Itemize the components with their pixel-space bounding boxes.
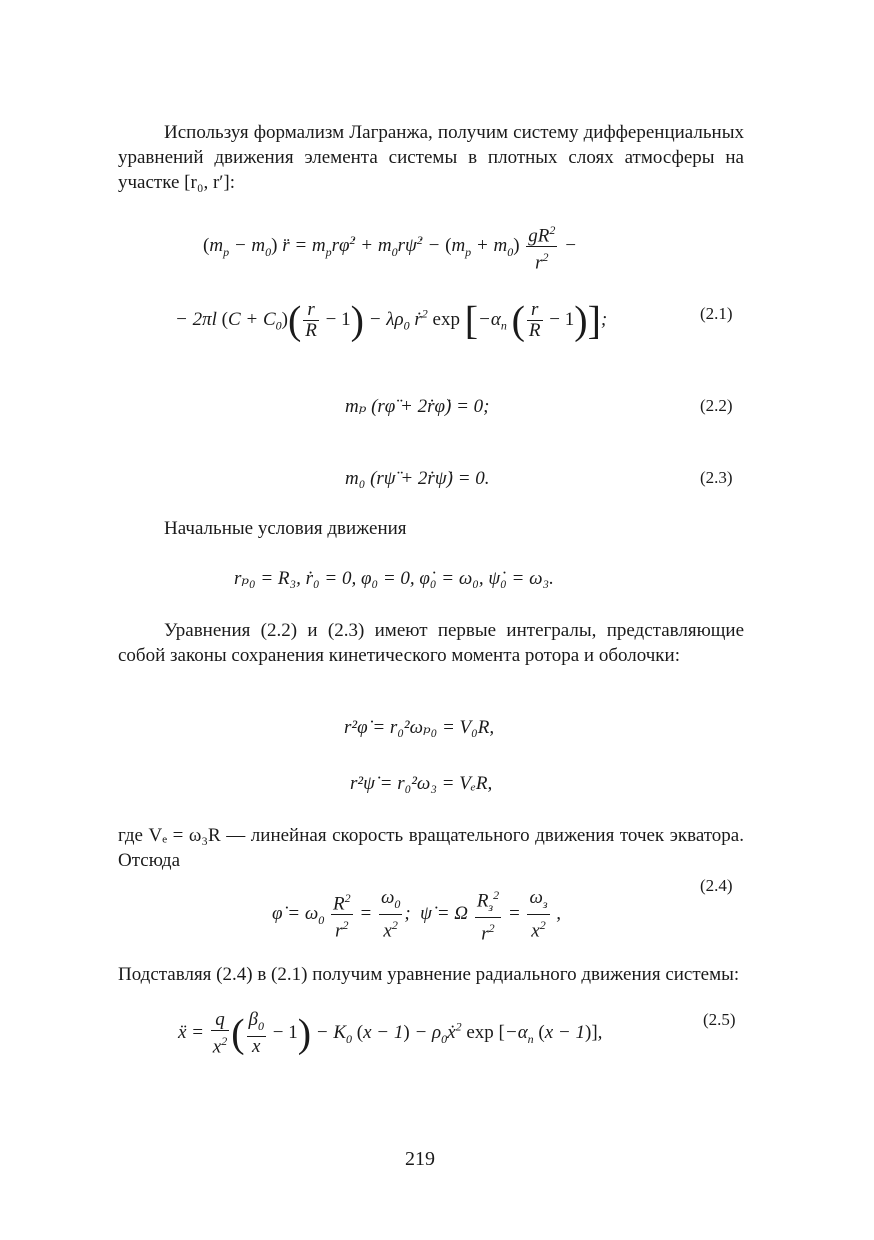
equation-number-2-4: (2.4) [700, 876, 733, 895]
paragraph-substitution: Подставляя (2.4) в (2.1) получим уравнение радиального движения системы: [118, 964, 740, 985]
equation-integral-1: r²φ̇ = r₀²ωₚ₀ = V₀R, [344, 717, 495, 738]
equation-number-2-5: (2.5) [703, 1010, 736, 1029]
equation-number-2-3: (2.3) [700, 468, 733, 487]
equation-integral-2: r²ψ̇ = r₀²ω₃ = VₑR, [350, 773, 493, 794]
equation-2-3: m₀ (rψ̈ + 2ṙψ̇) = 0. [345, 468, 490, 489]
equation-2-2: mₚ (rφ̈ + 2ṙφ̇) = 0; [345, 396, 490, 417]
paragraph-initial-conditions: Начальные условия движения [164, 518, 407, 539]
equation-2-1-line-1: $(m_p - m_0)$ r̈ = $m_pr\varphi̇^2$ + $m_0r\psi̇^2 - (m_p + m_0)$ $\frac{gR^2}{r^2}$ − [203, 220, 577, 274]
paragraph-first-integrals: Уравнения (2.2) и (2.3) имеют первые интегралы, представляющие собой законы сохранения кинетического момента ротора и оболочки: [118, 620, 744, 666]
equation-2-1-line-2: − 2πl $(C + C_0)$( $\frac{r}{R}$ − $1) - \lambda\rho_0$ ṙ$^2$ $\exp [-\alpha_n$ ( $\frac{r}{R}$ − 1)]; [175, 297, 608, 343]
equation-initial-conditions: rₚ₀ = R₃, ṙ₀ = 0, φ₀ = 0, φ̇₀ = ω₀, ψ̇₀ = ω₃. [234, 568, 554, 589]
equation-number-2-2: (2.2) [700, 396, 733, 415]
equation-2-4: φ̇ = $\omega_0$ $\frac{R^2}{r^2}$ = $\frac{\omega_0}{x^2}$ ; ψ̇ = Ω $\frac{R_з^2}{r^2}$ = $\frac{\omega_з}{x^2}$ , [272, 885, 561, 944]
paragraph-lagrange: Используя формализм Лагранжа, получим систему дифференциальных уравнений движения элемента системы в плотных слоях атмосферы на участке [r₀, r′]: [118, 122, 744, 193]
page-number: 219 [405, 1148, 435, 1170]
equation-number-2-1: (2.1) [700, 304, 733, 323]
equation-2-5: ẍ = $\frac{q}{x^2}$ ( $\frac{\beta_0}{x}$ − $1) - K_0$ $(x - 1) - \rho_0ẋ^2$ $\exp [-\alpha_n$ (x − 1)], [178, 1009, 603, 1058]
paragraph-velocity-definition: где Vₑ = ω₃R — линейная скорость вращательного движения точек экватора. Отсюда [118, 825, 744, 871]
